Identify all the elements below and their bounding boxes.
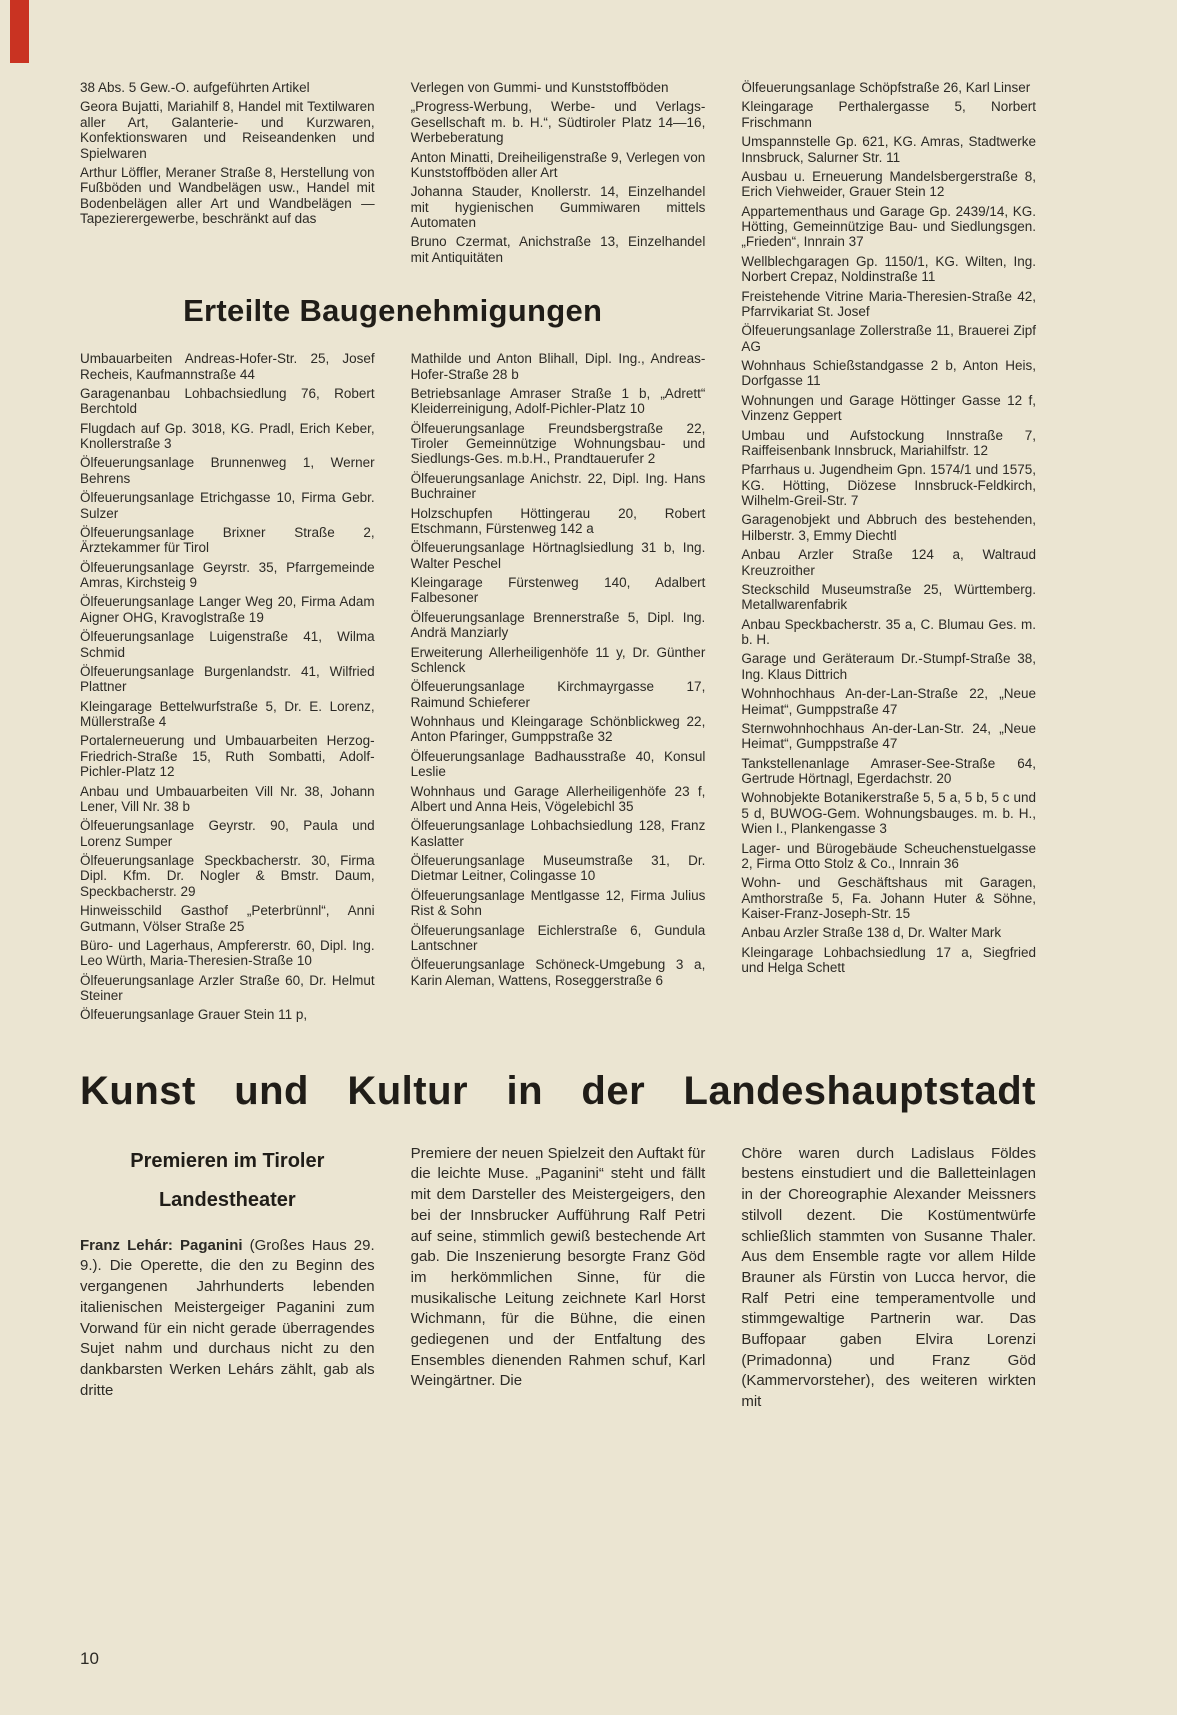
culture-paragraph-1	[80, 1236, 375, 1402]
text-paragraph: Anbau Speckbacherstr. 35 a, C. Blumau Ges. m. b. H.	[741, 616, 1036, 647]
culture-paragraph-3: Chöre waren durch Ladislaus Földes bestens einstudiert und die Balletteinlagen in der Choreographie Alexander Meissners stilvoll dezent. Die Kostümentwürfe schließlich stammten von Susanne Thaler. Aus dem Ensemble ragte vor allem Hilde Brauner als Fürstin von Lucca hervor, die Ralf Petri eine temperamentvolle und stimmgewaltige Partnerin war. Das Buffopaar gaben Elvira Lorenzi (Primadonna) und Franz Göd (Kammervorsteher), des weiteren wirkten mit	[741, 1144, 1036, 1410]
text-paragraph: Appartementhaus und Garage Gp. 2439/14, KG. Hötting, Gemeinnützige Bau- und Siedlungsgen. „Frieden“, Innrain 37	[741, 203, 1036, 250]
text-paragraph: Wellblechgaragen Gp. 1150/1, KG. Wilten, Ing. Norbert Crepaz, Noldinstraße 11	[741, 253, 1036, 285]
text-paragraph: Wohnungen und Garage Höttinger Gasse 12 f, Vinzenz Geppert	[741, 392, 1036, 424]
text-paragraph: Anton Minatti, Dreiheiligenstraße 9, Verlegen von Kunststoffböden aller Art	[410, 149, 706, 180]
text-paragraph: Ölfeuerungsanlage Badhausstraße 40, Konsul Leslie	[410, 748, 706, 780]
text-paragraph: „Progress-Werbung, Werbe- und Verlags-Gesellschaft m. b. H.“, Südtiroler Platz 14—16, Werbeberatung	[410, 99, 706, 146]
text-paragraph: Umbauarbeiten Andreas-Hofer-Str. 25, Josef Recheis, Kaufmannstraße 44	[80, 351, 375, 382]
text-paragraph: Ausbau u. Erneuerung Mandelsbergerstraße 8, Erich Viehweider, Grauer Stein 12	[741, 168, 1036, 200]
text-paragraph: Arthur Löffler, Meraner Straße 8, Herstellung von Fußböden und Wandbelägen usw., Handel mit Bodenbelägen aller Art und Wandbelägen — Tapezierergewerbe, beschränkt auf das	[80, 164, 375, 226]
text-paragraph: Kleingarage Lohbachsiedlung 17 a, Siegfried und Helga Schett	[741, 944, 1036, 976]
text-paragraph: Wohnhaus Schießstandgasse 2 b, Anton Heis, Dorfgasse 11	[741, 358, 1036, 389]
trade-notices-column-1	[80, 80, 375, 269]
permits-section	[80, 80, 1036, 1027]
text-paragraph: Betriebsanlage Amraser Straße 1 b, „Adrett“ Kleiderreinigung, Adolf-Pichler-Platz 10	[410, 385, 706, 417]
text-paragraph: Ölfeuerungsanlage Freundsbergstraße 22, Tiroler Gemeinnützige Wohnungsbau- und Siedlungs-Ges. m.b.H., Prandtauerufer 2	[410, 420, 706, 467]
text-paragraph: Wohnhochhaus An-der-Lan-Straße 22, „Neue Heimat“, Gumppstraße 47	[741, 686, 1036, 717]
text-paragraph: Garagenanbau Lohbachsiedlung 76, Robert Berchtold	[80, 385, 375, 417]
text-paragraph: Ölfeuerungsanlage Arzler Straße 60, Dr. Helmut Steiner	[80, 972, 375, 1003]
culture-column-3	[741, 1144, 1036, 1413]
permits-column-3	[741, 80, 1036, 1027]
culture-column-1	[80, 1144, 375, 1413]
text-paragraph: Ölfeuerungsanlage Anichstr. 22, Dipl. Ing. Hans Buchrainer	[410, 470, 706, 502]
text-paragraph: Garage und Geräteraum Dr.-Stumpf-Straße 38, Ing. Klaus Dittrich	[741, 651, 1036, 682]
text-paragraph: Verlegen von Gummi- und Kunststoffböden	[410, 80, 669, 95]
text-paragraph: Bruno Czermat, Anichstraße 13, Einzelhandel mit Antiquitäten	[410, 234, 706, 265]
text-paragraph: Wohnhaus und Kleingarage Schönblickweg 22, Anton Pfaringer, Gumppstraße 32	[410, 714, 706, 745]
text-paragraph: Anbau Arzler Straße 124 a, Waltraud Kreuzroither	[741, 547, 1036, 578]
text-paragraph: Ölfeuerungsanlage Zollerstraße 11, Brauerei Zipf AG	[741, 323, 1036, 354]
text-paragraph: Ölfeuerungsanlage Brixner Straße 2, Ärztekammer für Tirol	[80, 524, 375, 556]
text-paragraph: Ölfeuerungsanlage Speckbacherstr. 30, Firma Dipl. Kfm. Dr. Nogler & Bmstr. Daum, Speckbacherstr. 29	[80, 853, 375, 899]
red-registration-mark	[10, 0, 29, 63]
text-paragraph: Anbau und Umbauarbeiten Vill Nr. 38, Johann Lener, Vill Nr. 38 b	[80, 783, 375, 814]
section-heading-kunst-und-kultur: Kunst und Kultur in der Landeshauptstadt	[80, 1068, 1036, 1113]
text-paragraph: Ölfeuerungsanlage Hörtnaglsiedlung 31 b, Ing. Walter Peschel	[410, 540, 706, 571]
text-paragraph: Ölfeuerungsanlage Luigenstraße 41, Wilma Schmid	[80, 629, 375, 660]
text-paragraph: Ölfeuerungsanlage Grauer Stein 11 p,	[80, 1007, 308, 1023]
text-paragraph: Ölfeuerungsanlage Brunnenweg 1, Werner Behrens	[80, 455, 375, 486]
text-paragraph: Johanna Stauder, Knollerstr. 14, Einzelhandel mit hygienischen Gummiwaren mittels Automaten	[410, 184, 706, 230]
text-paragraph: Wohn- und Geschäftshaus mit Garagen, Amthorstraße 5, Fa. Johann Huter & Söhne, Kaiser-Franz-Joseph-Str. 15	[741, 875, 1036, 921]
text-paragraph: Hinweisschild Gasthof „Peterbrünnl“, Anni Gutmann, Völser Straße 25	[80, 903, 375, 934]
text-paragraph: Kleingarage Bettelwurfstraße 5, Dr. E. Lorenz, Müllerstraße 4	[80, 698, 375, 729]
text-paragraph: Ölfeuerungsanlage Langer Weg 20, Firma Adam Aigner OHG, Kravoglstraße 19	[80, 594, 375, 625]
text-paragraph: Ölfeuerungsanlage Schöpfstraße 26, Karl Linser	[741, 80, 1031, 95]
article-lead-bold: Franz Lehár: Paganini	[80, 1236, 243, 1254]
text-paragraph: Umbau und Aufstockung Innstraße 7, Raiffeisenbank Innsbruck, Mariahilfstr. 12	[741, 427, 1036, 458]
trade-notices-column-2	[411, 80, 706, 269]
text-paragraph: Tankstellenanlage Amraser-See-Straße 64, Gertrude Hörtnagl, Egerdachstr. 20	[741, 755, 1036, 786]
text-paragraph: Kleingarage Perthalergasse 5, Norbert Frischmann	[741, 99, 1036, 130]
text-paragraph: Ölfeuerungsanlage Mentlgasse 12, Firma Julius Rist & Sohn	[410, 887, 706, 919]
text-paragraph: Anbau Arzler Straße 138 d, Dr. Walter Mark	[741, 925, 1002, 941]
page-number: 10	[80, 1649, 99, 1668]
text-paragraph: Garagenobjekt und Abbruch des bestehenden, Hilberstr. 3, Emmy Diechtl	[741, 512, 1036, 543]
text-paragraph: Kleingarage Fürstenweg 140, Adalbert Falbesoner	[410, 575, 706, 606]
text-paragraph: Ölfeuerungsanlage Lohbachsiedlung 128, Franz Kaslatter	[410, 818, 706, 849]
culture-paragraph-2: Premiere der neuen Spielzeit den Auftakt für die leichte Muse. „Paganini“ steht und fällt mit dem Darsteller des Meistergeigers, den bei der Innsbrucker Aufführung Ralf Petri auf seine, stimmlich gewiß bestechende Art gab. Die Inszenierung besorgte Franz Göd im herkömmlichen Sinne, für die musikalische Leitung zeichnete Karl Horst Wichmann, für die Bühne, die einen gediegenen und der Entfaltung des Ensembles dienenden Rahmen schuf, Karl Weingärtner. Die	[410, 1144, 706, 1390]
page-content	[80, 80, 1036, 1413]
text-paragraph: Ölfeuerungsanlage Brennerstraße 5, Dipl. Ing. Andrä Manziarly	[410, 609, 706, 641]
text-paragraph: Büro- und Lagerhaus, Ampfererstr. 60, Dipl. Ing. Leo Würth, Maria-Theresien-Straße 10	[80, 937, 375, 969]
text-paragraph: Freistehende Vitrine Maria-Theresien-Straße 42, Pfarrvikariat St. Josef	[741, 288, 1036, 319]
text-paragraph: Ölfeuerungsanlage Burgenlandstr. 41, Wilfried Plattner	[80, 663, 375, 695]
text-paragraph: Sternwohnhochhaus An-der-Lan-Str. 24, „Neue Heimat“, Gumppstraße 47	[741, 720, 1036, 752]
text-paragraph: Lager- und Bürogebäude Scheuchenstuelgasse 2, Firma Otto Stolz & Co., Innrain 36	[741, 840, 1036, 871]
text-paragraph: Holzschupfen Höttingerau 20, Robert Etschmann, Fürstenweg 142 a	[410, 505, 706, 536]
text-paragraph: Wohnhaus und Garage Allerheiligenhöfe 23 f, Albert und Anna Heis, Vögelebichl 35	[410, 783, 706, 814]
permits-column-1	[80, 351, 375, 1027]
text-paragraph: Ölfeuerungsanlage Schöneck-Umgebung 3 a, Karin Aleman, Wattens, Roseggerstraße 6	[410, 957, 706, 988]
text-paragraph: Ölfeuerungsanlage Geyrstr. 90, Paula und Lorenz Sumper	[80, 818, 375, 849]
section-heading-erteilte-baugenehmigungen: Erteilte Baugenehmigungen	[183, 293, 603, 329]
text-paragraph: Ölfeuerungsanlage Geyrstr. 35, Pfarrgemeinde Amras, Kirchsteig 9	[80, 559, 375, 590]
text-paragraph: Geora Bujatti, Mariahilf 8, Handel mit Textilwaren aller Art, Galanterie- und Kurzwaren, Konfektionswaren und Reiseandenken und Spielwaren	[80, 99, 375, 161]
subheading-line-1: Premieren im Tiroler	[130, 1149, 325, 1172]
text-paragraph: Flugdach auf Gp. 3018, KG. Pradl, Erich Keber, Knollerstraße 3	[80, 420, 375, 451]
text-paragraph: Wohnobjekte Botanikerstraße 5, 5 a, 5 b, 5 c und 5 d, BUWOG-Gem. Wohnungsbauges. m. b. H., Wien I., Plankengasse 3	[741, 790, 1036, 837]
text-paragraph: Steckschild Museumstraße 25, Württemberg. Metallwarenfabrik	[741, 581, 1036, 613]
text-paragraph: Umspannstelle Gp. 621, KG. Amras, Stadtwerke Innsbruck, Salurner Str. 11	[741, 134, 1036, 165]
text-paragraph: 38 Abs. 5 Gew.-O. aufgeführten Artikel	[80, 80, 310, 95]
subheading-line-2: Landestheater	[158, 1188, 296, 1211]
text-paragraph: Erweiterung Allerheiligenhöfe 11 y, Dr. Günther Schlenck	[410, 644, 706, 675]
text-paragraph: Ölfeuerungsanlage Eichlerstraße 6, Gundula Lantschner	[410, 922, 706, 953]
culture-section	[80, 1144, 1036, 1413]
text-paragraph: Pfarrhaus u. Jugendheim Gpn. 1574/1 und 1575, KG. Hötting, Diözese Innsbruck-Feldkirch, Wilhelm-Greil-Str. 7	[741, 462, 1036, 508]
text-paragraph: Ölfeuerungsanlage Museumstraße 31, Dr. Dietmar Leitner, Colingasse 10	[410, 853, 706, 884]
text-paragraph: Ölfeuerungsanlage Kirchmayrgasse 17, Raimund Schieferer	[410, 679, 706, 710]
text-paragraph: Mathilde und Anton Blihall, Dipl. Ing., Andreas-Hofer-Straße 28 b	[410, 351, 706, 382]
culture-column-2	[411, 1144, 706, 1413]
text-paragraph: Ölfeuerungsanlage Etrichgasse 10, Firma Gebr. Sulzer	[80, 490, 375, 521]
text-paragraph: Portalerneuerung und Umbauarbeiten Herzog-Friedrich-Straße 15, Ruth Sombatti, Adolf-Pichler-Platz 12	[80, 733, 375, 780]
article-lead-rest: (Großes Haus 29. 9.). Die Operette, die den zu Beginn des vergangenen Jahrhunderts lebenden italienischen Meistergeiger Paganini zum Vorwand für ein nicht gerade überragendes Sujet nahm und durchaus nicht zu den dankbarsten Werken Lehárs zählt, gab als dritte	[80, 1236, 375, 1399]
subsection-heading-premieren	[80, 1150, 375, 1212]
permits-column-2	[411, 351, 706, 1027]
